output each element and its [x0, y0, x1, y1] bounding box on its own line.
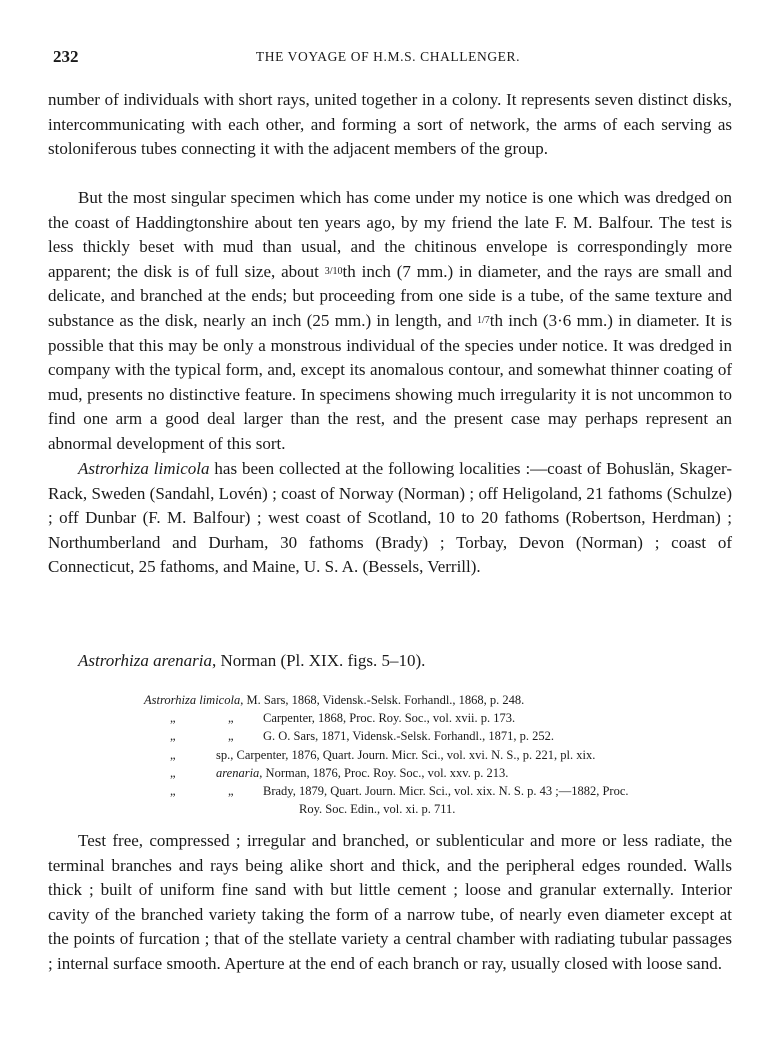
synonymy-entry	[100, 764, 730, 782]
species-name: arenaria	[216, 765, 260, 780]
paragraph-singular-specimen	[48, 186, 732, 457]
ditto-mark: „	[170, 747, 176, 762]
citation: sp., Carpenter, 1876, Quart. Journ. Micr. Sci., vol. xvi. N. S., p. 221, pl. xix.	[216, 747, 596, 762]
species-heading	[78, 651, 425, 671]
paragraph-localities	[48, 457, 732, 580]
citation: Carpenter, 1868, Proc. Roy. Soc., vol. xvii. p. 173.	[263, 711, 516, 726]
heading-rest: , Norman (Pl. XIX. figs. 5–10).	[211, 651, 426, 670]
synonymy-entry	[100, 746, 730, 764]
ditto-mark: „	[170, 711, 176, 726]
ditto-mark: „	[170, 729, 176, 744]
synonymy-entry	[100, 782, 730, 800]
synonymy-entry	[100, 709, 730, 727]
synonymy-list	[100, 691, 730, 818]
ditto-mark: „	[228, 711, 234, 726]
paragraph-description	[48, 829, 732, 977]
citation: , Norman, 1876, Proc. Roy. Soc., vol. xxv. p. 213.	[259, 765, 509, 780]
citation: G. O. Sars, 1871, Vidensk.-Selsk. Forhandl., 1871, p. 252.	[263, 729, 555, 744]
citation: Brady, 1879, Quart. Journ. Micr. Sci., vol. xix. N. S. p. 43 ;—1882, Proc.	[263, 783, 629, 798]
species-name: Astrorhiza limicola	[78, 459, 210, 478]
running-title: THE VOYAGE OF H.M.S. CHALLENGER.	[255, 49, 521, 64]
text-segment: has been collected at the following localities :—coast of Bohuslän, Skager-Rack, Sweden (Sandahl, Lovén) ; coast of Norway (Norman) ; off Heligoland, 21 fathoms (Schulze) ; off Dunbar (F. M. Balfour) ; west coast of Scotland, 10 to 20 fathoms (Robertson, Herdman) ; Northumberland and Durham, 30 fathoms (Brady) ; Torbay, Devon (Norman) ; coast of Connecticut, 25 fathoms, and Maine, U. S. A. (Bessels, Verrill).	[48, 459, 732, 577]
page-header	[0, 47, 776, 71]
ditto-mark: „	[228, 783, 234, 798]
ditto-mark: „	[228, 729, 234, 744]
species-name: Astrorhiza limicola	[144, 693, 241, 707]
paragraph-colony	[48, 88, 732, 162]
synonymy-entry	[100, 691, 730, 709]
ditto-mark: „	[170, 765, 176, 780]
paragraph-text	[48, 186, 732, 457]
citation: Roy. Soc. Edin., vol. xi. p. 711.	[299, 802, 456, 817]
synonymy-entry-continuation	[100, 800, 730, 818]
synonymy-text	[144, 691, 524, 709]
ditto-mark: „	[170, 783, 176, 798]
paragraph-text: Test free, compressed ; irregular and branched, or sublenticular and more or less radiate, the terminal branches and rays being alike short and thick, and the peripheral edges rounded. Walls thick ; built of uniform fine sand with but little cement ; loose and granular externally. Interior cavity of the branched variety taking the form of a narrow tube, of nearly even diameter except at the points of furcation ; that of the stellate variety a central chamber with radiating tubular passages ; internal surface smooth. Aperture at the end of each branch or ray, usually closed with loose sand.	[48, 831, 732, 973]
text-segment: th inch (7 mm.) in diameter, and the rays are small and delicate, and branched at the ends; but proceeding from one side is a tube, of the same texture and substance as the disk, nearly an inch (25 mm.) in length, and	[48, 261, 732, 330]
species-name: Astrorhiza arenaria	[78, 651, 212, 670]
paragraph-text	[48, 457, 732, 580]
fraction: 3/10	[324, 265, 343, 277]
text-segment: th inch (3·6 mm.) in diameter. It is possible that this may be only a monstrous individual of the species under notice. It was dredged in company with the typical form, and, except its anomalous contour, and somewhat thinner coating of mud, presents no distinctive feature. In specimens showing much irregularity it is not uncommon to find one arm a good deal larger than the rest, and the present case may perhaps represent an abnormal development of this sort.	[48, 310, 732, 453]
synonymy-entry	[100, 727, 730, 745]
citation: , M. Sars, 1868, Vidensk.-Selsk. Forhandl., 1868, p. 248.	[240, 693, 525, 707]
synonymy-text	[216, 764, 508, 782]
text-segment: But the most singular specimen which has come under my notice is one which was dredged on the coast of Haddingtonshire about ten years ago, by my friend the late F. M. Balfour. The test is less thickly beset with mud than usual, and the chitinous envelope is correspondingly more apparent; the disk is of full size, about	[48, 188, 732, 281]
paragraph-text: number of individuals with short rays, united together in a colony. It represents seven distinct disks, intercommunicating with each other, and forming a sort of network, the arms of each serving as stoloniferous tubes connecting it with the adjacent members of the group.	[48, 90, 732, 159]
page-number: 232	[53, 47, 79, 66]
fraction: 1/7	[476, 314, 490, 326]
